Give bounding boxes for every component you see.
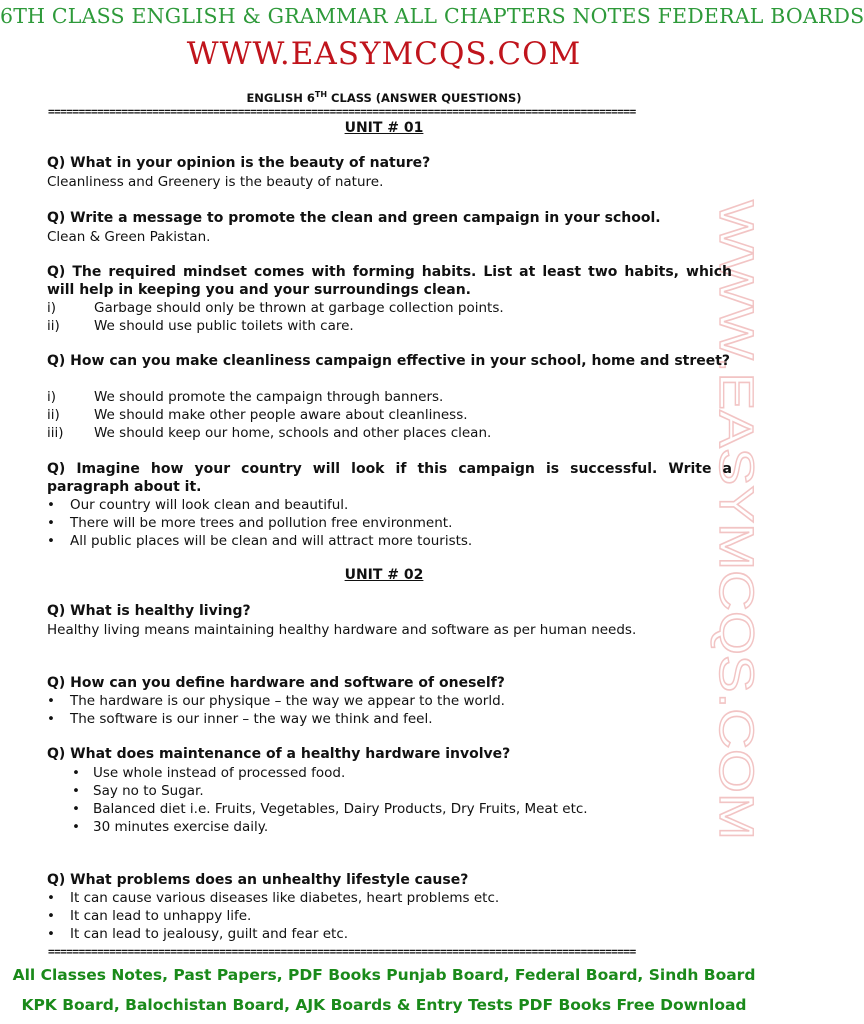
bullet-icon: • — [47, 890, 55, 906]
separator-rule-top: ================================================================================================ — [48, 105, 636, 118]
list-text: It can cause various diseases like diabetes, heart problems etc. — [70, 890, 500, 906]
list-text: Balanced diet i.e. Fruits, Vegetables, Dairy Products, Dry Fruits, Meat etc. — [93, 801, 588, 817]
separator-rule-bottom: ================================================================================================ — [48, 945, 636, 958]
question-7: Q) How can you define hardware and software of oneself? — [47, 675, 505, 691]
bullet-icon: • — [47, 533, 55, 549]
list-text: The hardware is our physique – the way we appear to the world. — [70, 693, 505, 709]
list-text: It can lead to unhappy life. — [70, 908, 252, 924]
header-url[interactable]: WWW.EASYMCQS.COM — [186, 36, 582, 72]
doc-heading-sup: TH — [314, 90, 328, 99]
question-8: Q) What does maintenance of a healthy hardware involve? — [47, 746, 511, 762]
list-text: 30 minutes exercise daily. — [93, 819, 269, 835]
doc-heading — [0, 90, 768, 105]
list-text: We should promote the campaign through banners. — [94, 389, 444, 405]
list-text: Garbage should only be thrown at garbage collection points. — [94, 300, 504, 316]
bullet-icon: • — [72, 801, 80, 817]
list-marker: ii) — [47, 407, 60, 423]
header-title: 6TH CLASS ENGLISH & GRAMMAR ALL CHAPTERS NOTES FEDERAL BOARDS — [0, 4, 864, 28]
bullet-icon: • — [47, 926, 55, 942]
footer-line-2[interactable]: KPK Board, Balochistan Board, AJK Boards & Entry Tests PDF Books Free Download — [21, 996, 747, 1014]
bullet-icon: • — [72, 819, 80, 835]
list-text: We should make other people aware about cleanliness. — [94, 407, 468, 423]
list-text: The software is our inner – the way we think and feel. — [70, 711, 433, 727]
watermark-text: WWW.EASYMCQS.COM — [709, 200, 762, 744]
list-text: All public places will be clean and will attract more tourists. — [70, 533, 473, 549]
question-5: Q) Imagine how your country will look if this campaign is successful. Write a paragraph about it. — [47, 461, 732, 495]
bullet-icon: • — [47, 515, 55, 531]
list-text: We should use public toilets with care. — [94, 318, 354, 334]
bullet-icon: • — [72, 783, 80, 799]
list-marker: i) — [47, 389, 57, 405]
unit-title-1: UNIT # 01 — [344, 120, 424, 136]
list-marker: ii) — [47, 318, 60, 334]
list-text: Our country will look clean and beautiful. — [70, 497, 349, 513]
footer-line-1[interactable]: All Classes Notes, Past Papers, PDF Books Punjab Board, Federal Board, Sindh Board — [12, 966, 756, 984]
list-text: There will be more trees and pollution free environment. — [70, 515, 453, 531]
unit-title-2: UNIT # 02 — [344, 567, 424, 583]
bullet-icon: • — [47, 908, 55, 924]
list-text: Use whole instead of processed food. — [93, 765, 346, 781]
bullet-icon: • — [72, 765, 80, 781]
doc-heading-prefix: ENGLISH 6 — [246, 90, 315, 105]
bullet-icon: • — [47, 497, 55, 513]
list-text: Say no to Sugar. — [93, 783, 204, 799]
list-text: It can lead to jealousy, guilt and fear etc. — [70, 926, 349, 942]
question-6: Q) What is healthy living? — [47, 603, 251, 619]
answer-6: Healthy living means maintaining healthy hardware and software as per human needs. — [47, 622, 637, 638]
question-9: Q) What problems does an unhealthy lifestyle cause? — [47, 872, 469, 888]
list-marker: i) — [47, 300, 57, 316]
question-2: Q) Write a message to promote the clean and green campaign in your school. — [47, 210, 661, 226]
question-1: Q) What in your opinion is the beauty of nature? — [47, 155, 431, 171]
bullet-icon: • — [47, 711, 55, 727]
question-4: Q) How can you make cleanliness campaign effective in your school, home and street? — [47, 353, 731, 369]
answer-1: Cleanliness and Greenery is the beauty of nature. — [47, 174, 384, 190]
list-text: We should keep our home, schools and other places clean. — [94, 425, 492, 441]
list-marker: iii) — [47, 425, 64, 441]
bullet-icon: • — [47, 693, 55, 709]
question-3: Q) The required mindset comes with forming habits. List at least two habits, which will help in keeping you and your surroundings clean. — [47, 264, 732, 298]
doc-heading-suffix: CLASS (ANSWER QUESTIONS) — [327, 90, 522, 105]
answer-2: Clean & Green Pakistan. — [47, 229, 211, 245]
